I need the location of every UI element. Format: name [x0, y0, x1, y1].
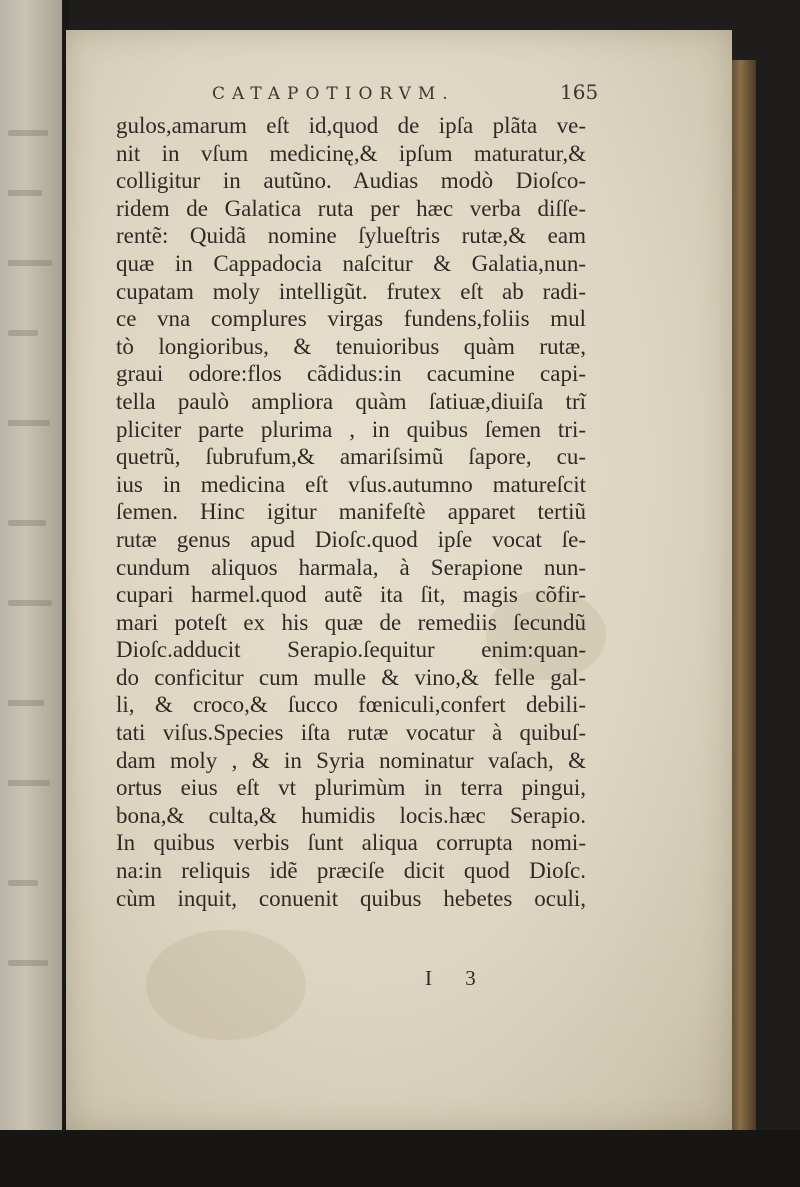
signature-mark: I 3: [425, 966, 490, 990]
bleed-through-line: [8, 190, 42, 196]
text-line: mari poteſt ex his quæ de remediis ſecundũ: [116, 609, 586, 635]
scan-background: [0, 1130, 800, 1187]
text-line: gulos,amarum eſt id,quod de ipſa plãta ve-: [116, 113, 586, 138]
facing-page-edge: [0, 0, 65, 1140]
bleed-through-line: [8, 600, 52, 606]
page-fore-edge: [730, 60, 756, 1140]
text-line: tella paulò ampliora quàm ſatiuæ,diuiſa trĩ: [116, 388, 586, 414]
page-number: 165: [560, 80, 599, 104]
text-line: li, & croco,& ſucco fœniculi,confert debili-: [116, 692, 586, 718]
bleed-through-line: [8, 130, 48, 136]
text-line: In quibus verbis ſunt aliqua corrupta nomi-: [116, 830, 586, 856]
bleed-through-line: [8, 420, 50, 426]
text-line: ius in medicina eſt vſus.autumno matureſcit: [116, 471, 586, 497]
text-line: ortus eius eſt vt plurimùm in terra pingui,: [116, 775, 586, 801]
text-line: tati viſus.Species iſta rutæ vocatur à quibuſ-: [116, 720, 586, 746]
text-line: cùm inquit, conuenit quibus hebetes oculi,: [116, 885, 586, 911]
text-line: Dioſc.adducit Serapio.ſequitur enim:quan-: [116, 637, 586, 663]
text-line: ce vna complures virgas fundens,foliis mul: [116, 306, 586, 332]
text-line: rutæ genus apud Dioſc.quod ipſe vocat ſe-: [116, 526, 586, 552]
bleed-through-line: [8, 780, 50, 786]
text-line: tò longioribus, & tenuioribus quàm rutæ,: [116, 333, 586, 359]
text-line: bona,& culta,& humidis locis.hæc Serapio.: [116, 802, 586, 828]
bleed-through-line: [8, 520, 46, 526]
text-line: dam moly , & in Syria nominatur vaſach, &: [116, 747, 586, 773]
text-line: cupatam moly intelligũt. frutex eſt ab radi-: [116, 278, 586, 304]
bleed-through-line: [8, 330, 38, 336]
text-line: graui odore:flos cãdidus:in cacumine capi-: [116, 361, 586, 387]
text-line: na:in reliquis idẽ præciſe dicit quod Dioſc.: [116, 858, 586, 884]
text-line: do conficitur cum mulle & vino,& felle gal-: [116, 664, 586, 690]
body-text: [116, 112, 586, 912]
text-line: nit in vſum medicinę,& ipſum maturatur,&: [116, 140, 586, 166]
bleed-through-line: [8, 880, 38, 886]
text-line: ſemen. Hinc igitur manifeſtè apparet tertiũ: [116, 499, 586, 525]
running-head: CATAPOTIORVM.: [212, 84, 455, 104]
text-line: quetrũ, ſubrufum,& amariſsimũ ſapore, cu-: [116, 444, 586, 470]
text-line: ridem de Galatica ruta per hæc verba diſſe-: [116, 195, 586, 221]
text-line: colligitur in autũno. Audias modò Dioſco-: [116, 168, 586, 194]
text-line: quæ in Cappadocia naſcitur & Galatia,nun-: [116, 250, 586, 276]
text-line: rentẽ: Quidã nomine ſylueſtris rutæ,& eam: [116, 223, 586, 249]
text-line: cupari harmel.quod autẽ ita ſit, magis cõfir-: [116, 582, 586, 608]
bleed-through-line: [8, 700, 44, 706]
bleed-through-line: [8, 260, 52, 266]
paper-stain: [146, 930, 306, 1040]
text-line: cundum aliquos harmala, à Serapione nun-: [116, 554, 586, 580]
text-line: pliciter parte plurima , in quibus ſemen tri-: [116, 416, 586, 442]
bleed-through-line: [8, 960, 48, 966]
